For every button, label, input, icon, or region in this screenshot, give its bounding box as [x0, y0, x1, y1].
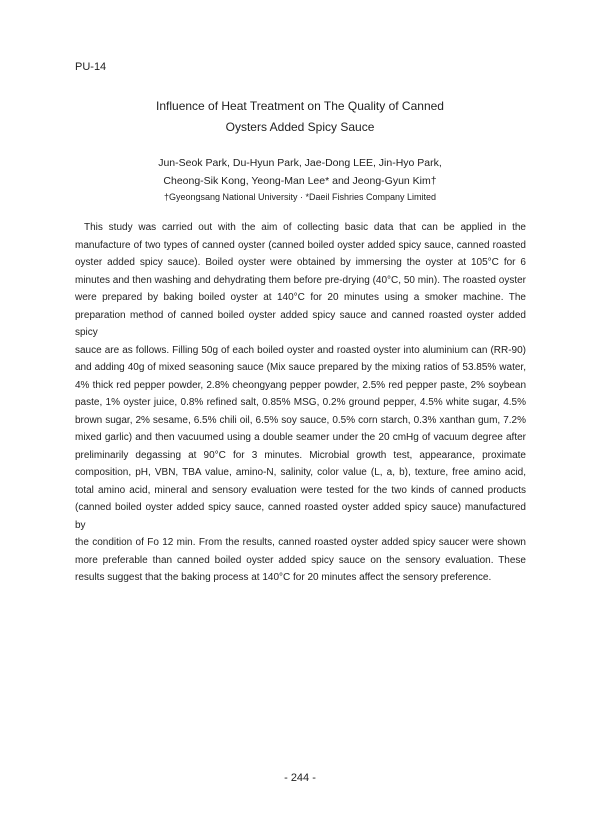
abstract-line: more preferable than canned boiled oyster added spicy sauce on the sensory evaluation. These [75, 554, 526, 566]
abstract-line: results suggest that the baking process at 140°C for 20 minutes affect the sensory preference. [75, 572, 492, 583]
author-line: Cheong-Sik Kong, Yeong-Man Lee* and Jeong-Gyun Kim† [163, 174, 437, 187]
abstract-line: oyster added spicy sauce). Boiled oyster were obtained by immersing the oyster at 105°C for 6 [75, 257, 526, 268]
affiliation: †Gyeongsang National University · *Daeil Fishries Company Limited [163, 192, 437, 202]
abstract-line: 4% thick red pepper powder, 2.8% cheongyang pepper powder, 2.5% red pepper paste, 2% soybean [75, 379, 526, 391]
abstract-line: total amino acid, mineral and sensory evaluation were tested for the two kinds of canned products [75, 484, 526, 496]
abstract-line: minutes and then washing and dehydrating them before pre-drying (40°C, 50 min). The roasted oyster [75, 274, 526, 286]
abstract-line: mixed garlic) and then vacuumed using a double seamer under the 20 cmHg of vacuum degree after [75, 432, 526, 443]
abstract-line: preparation method of canned boiled oyster added spicy sauce and canned roasted oyster added spicy [75, 309, 526, 338]
abstract-line: and adding 40g of mixed seasoning sauce (Mix sauce prepared by the mixing ratios of 53.85% water, [75, 362, 526, 373]
author-line: Jun-Seok Park, Du-Hyun Park, Jae-Dong LEE, Jin-Hyo Park, [158, 157, 442, 169]
title-line: Oysters Added Spicy Sauce [225, 120, 375, 134]
author-list [0, 155, 600, 190]
abstract-line: sauce are as follows. Filling 50g of each boiled oyster and roasted oyster into aluminium can (RR-90) [75, 344, 526, 356]
title-line: Influence of Heat Treatment on The Quality of Canned [156, 99, 444, 113]
paper-title [0, 96, 600, 138]
abstract [75, 219, 526, 587]
abstract-line: composition, pH, VBN, TBA value, amino-N, salinity, color value (L, a, b), texture, free amino acid, [75, 467, 526, 478]
abstract-line: brown sugar, 2% sesame, 6.5% chili oil, 6.5% soy sauce, 0.5% corn starch, 0.3% xanthan gum, 7.2% [75, 414, 526, 426]
page-number: - 244 - [284, 772, 316, 784]
abstract-line: were prepared by baking boiled oyster at 140°C for 20 minutes using a smoker machine. The [75, 292, 526, 303]
abstract-line: This study was carried out with the aim of collecting basic data that can be applied in the [84, 222, 526, 233]
paper-code: PU-14 [75, 61, 107, 73]
abstract-line: preliminarily degassing at 90°C for 3 minutes. Microbial growth test, appearance, proximate [75, 449, 526, 461]
abstract-line: the condition of Fo 12 min. From the results, canned roasted oyster added spicy saucer were shown [75, 537, 526, 548]
abstract-line: paste, 1% oyster juice, 0.8% refined salt, 0.85% MSG, 0.2% ground pepper, 4.5% white sugar, 4.5% [75, 397, 526, 408]
abstract-line: manufacture of two types of canned oyster (canned boiled oyster added spicy sauce, canned roasted [75, 239, 526, 251]
abstract-line: (canned boiled oyster added spicy sauce, canned roasted oyster added spicy sauce) manufactured by [75, 502, 526, 531]
